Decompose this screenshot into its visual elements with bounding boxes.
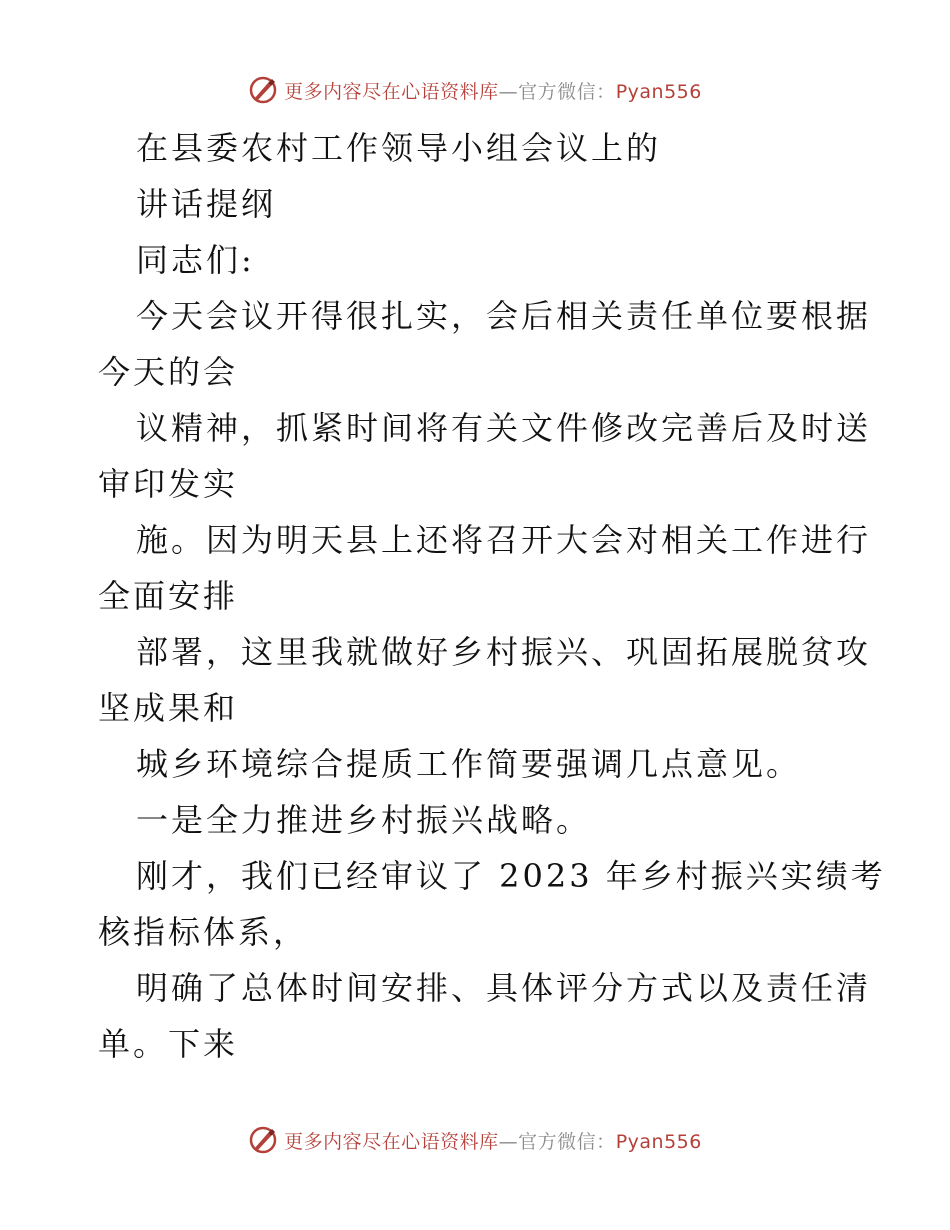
banner-text [284, 1127, 702, 1154]
banner-dash: — [498, 80, 519, 103]
footer-banner [0, 1122, 950, 1158]
banner-wechat-id: Pyan556 [615, 80, 702, 103]
doc-paragraph-line: 核指标体系， [98, 913, 309, 951]
doc-paragraph-line: 今天的会 [98, 353, 239, 391]
doc-paragraph-line: 明确了总体时间安排、具体评分方式以及责任清 [136, 969, 872, 1007]
banner-wechat-id: Pyan556 [615, 1130, 702, 1153]
doc-paragraph-line: 部署，这里我就做好乡村振兴、巩固拓展脱贫攻 [136, 633, 872, 671]
doc-salutation: 同志们: [136, 241, 255, 279]
doc-paragraph-line: 全面安排 [98, 577, 239, 615]
banner-slogan: 更多内容尽在心语资料库 [284, 1130, 499, 1153]
doc-paragraph-line: 单。下来 [98, 1025, 239, 1063]
banner-wechat-label: 官方微信： [518, 1130, 616, 1153]
banner-dash: — [498, 1130, 519, 1153]
doc-paragraph-line: 议精神，抓紧时间将有关文件修改完善后及时送 [136, 409, 872, 447]
doc-title-line-2: 讲话提纲 [136, 185, 277, 223]
doc-paragraph-line: 审印发实 [98, 465, 239, 503]
doc-paragraph-line: 刚才，我们已经审议了 2023 年乡村振兴实绩考 [136, 857, 886, 895]
doc-paragraph-line: 坚成果和 [98, 689, 239, 727]
document-body [98, 120, 886, 1072]
pen-logo-icon [248, 1125, 278, 1155]
pen-logo-icon [248, 75, 278, 105]
doc-paragraph-line: 今天会议开得很扎实，会后相关责任单位要根据 [136, 297, 872, 335]
doc-paragraph-line: 城乡环境综合提质工作简要强调几点意见。 [136, 745, 802, 783]
header-banner [0, 72, 950, 108]
doc-paragraph-line: 施。因为明天县上还将召开大会对相关工作进行 [136, 521, 872, 559]
banner-slogan: 更多内容尽在心语资料库 [284, 80, 499, 103]
banner-wechat-label: 官方微信： [518, 80, 616, 103]
doc-title-line-1: 在县委农村工作领导小组会议上的 [136, 129, 662, 167]
doc-heading-point-1: 一是全力推进乡村振兴战略。 [136, 801, 592, 839]
banner-text [284, 77, 702, 104]
